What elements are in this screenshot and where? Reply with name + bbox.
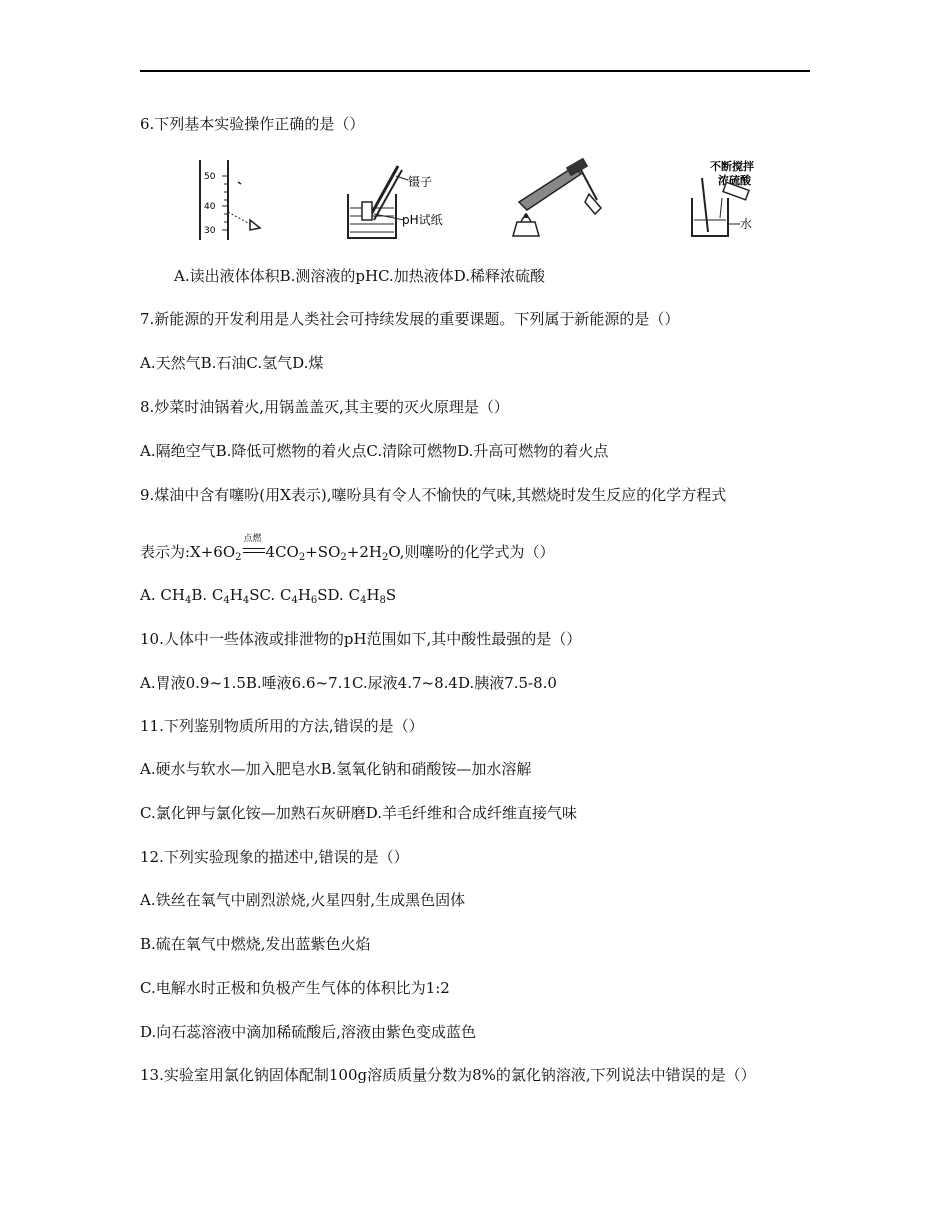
q6-options: A.读出液体体积B.测溶液的pHC.加热液体D.稀释浓硫酸 xyxy=(174,267,546,285)
q6-stem: 6.下列基本实验操作正确的是（） xyxy=(140,115,365,133)
q12-option-a: A.铁丝在氧气中剧烈淤烧,火星四射,生成黑色固体 xyxy=(140,891,466,909)
q9-options: A. $CH_4B$. $C_4H_4SC$. $C_4H_6SD$. $C_4H_8S$ xyxy=(140,586,397,606)
q11-options-cd: C.氯化钾与氯化铵—加熟石灰研磨D.羊毛纤维和合成纤维直接气味 xyxy=(140,804,577,822)
tweezers-label: 镊子 xyxy=(408,175,433,189)
q7-options: A.天然气B.石油C.氢气D.煤 xyxy=(140,354,324,372)
eye-icon xyxy=(250,220,260,230)
q8-stem: 8.炒菜时油锅着火,用锅盖盖灭,其主要的灭火原理是（） xyxy=(140,398,509,416)
cylinder-tick-40: 40 xyxy=(204,202,216,212)
q11-stem: 11.下列鉴别物质所用的方法,错误的是（） xyxy=(140,717,424,735)
cylinder-tick-30: 30 xyxy=(204,226,216,236)
q9-stem: 9.煤油中含有噻吩(用X表示),噻吩具有令人不愉快的气味,其燃烧时发生反应的化学方程式 xyxy=(140,486,727,504)
figure-c-heating-liquid xyxy=(505,158,615,242)
q12-option-c: C.电解水时正极和负极产生气体的体积比为1:2 xyxy=(140,979,450,997)
q12-option-b: B.硫在氧气中燃烧,发出蓝紫色火焰 xyxy=(140,935,371,953)
stir-label: 不断搅拌 xyxy=(710,160,754,173)
figure-a-cylinder-reading xyxy=(188,158,268,242)
acid-label: 浓硫酸 xyxy=(718,174,751,187)
hand-icon xyxy=(585,194,601,214)
header-rule xyxy=(140,70,810,72)
q10-options: A.胃液0.9~1.5B.唾液6.6~7.1C.尿液4.7~8.4D.胰液7.5-8.0 xyxy=(140,674,557,692)
q13-stem: 13.实验室用氯化钠固体配制100g溶质质量分数为8%的氯化钠溶液,下列说法中错误的是（） xyxy=(140,1066,756,1084)
q9-equation: 表示为$:X+6O_2$ 点燃 $4CO_2+SO_2+2H_2O$,则噻吩的化学式为（） xyxy=(140,534,555,563)
reaction-arrow: 点燃 xyxy=(242,542,266,562)
alcohol-lamp-icon xyxy=(513,222,539,236)
figure-d-diluting-acid xyxy=(684,158,784,242)
water-label: 水 xyxy=(740,217,753,231)
cylinder-tick-50: 50 xyxy=(204,172,216,182)
figure-b-ph-test xyxy=(338,158,448,242)
q8-options: A.隔绝空气B.降低可燃物的着火点C.清除可燃物D.升高可燃物的着火点 xyxy=(140,442,609,460)
q10-stem: 10.人体中一些体液或排泄物的pH范围如下,其中酸性最强的是（） xyxy=(140,630,582,648)
q7-stem: 7.新能源的开发利用是人类社会可持续发展的重要课题。下列属于新能源的是（） xyxy=(140,310,680,328)
q11-options-ab: A.硬水与软水—加入肥皂水B.氢氧化钠和硝酸铵—加水溶解 xyxy=(140,760,532,778)
q12-stem: 12.下列实验现象的描述中,错误的是（） xyxy=(140,848,409,866)
q12-option-d: D.向石蕊溶液中滴加稀硫酸后,溶液由紫色变成蓝色 xyxy=(140,1023,477,1041)
ph-paper-label: pH试纸 xyxy=(402,213,443,227)
